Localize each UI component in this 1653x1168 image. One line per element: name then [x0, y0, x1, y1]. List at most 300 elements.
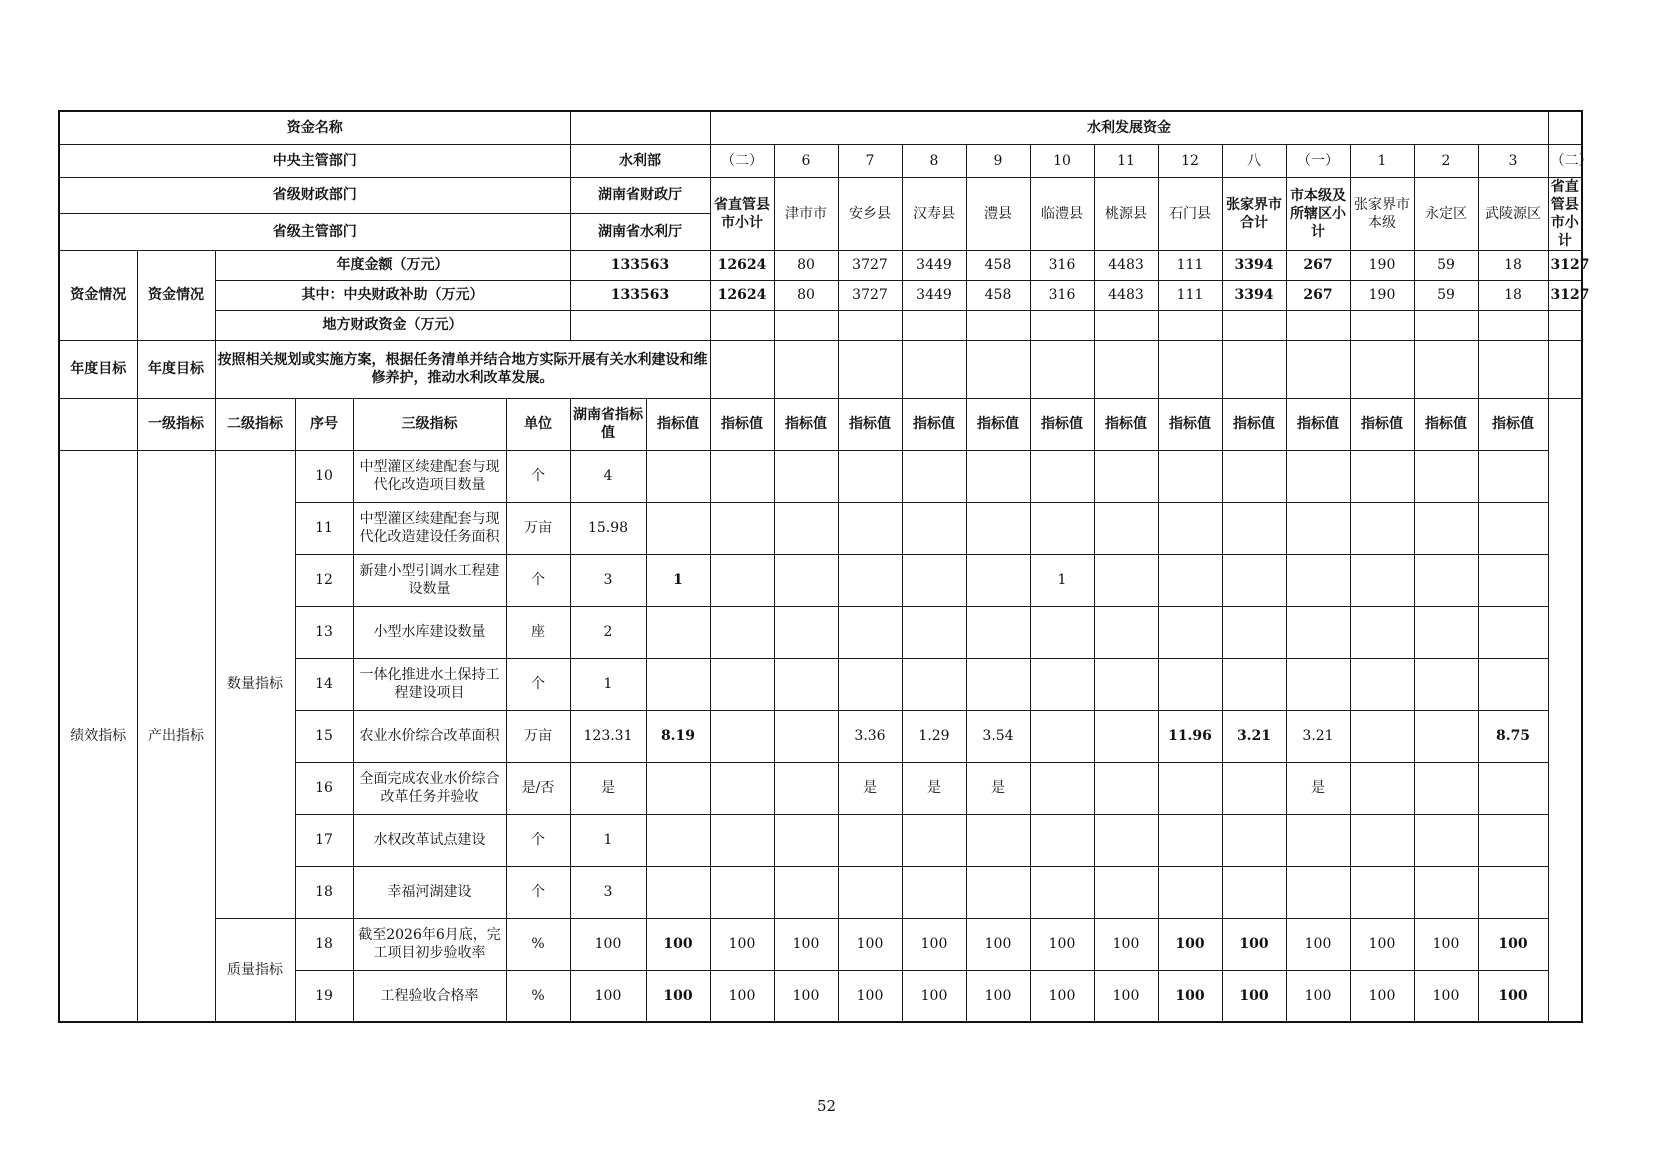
row-value-cell [838, 814, 902, 866]
row-value-cell [1222, 502, 1286, 554]
row-value-cell [646, 450, 710, 502]
row-value-cell [902, 502, 966, 554]
row-value-cell: 11.96 [1158, 710, 1222, 762]
central-subsidy-cell: 3449 [902, 280, 966, 310]
row-value-cell [710, 658, 774, 710]
row-value-cell: 100 [1478, 918, 1548, 970]
column-seq: 2 [1414, 144, 1478, 177]
row-value-cell [1030, 606, 1094, 658]
row-value-cell: 是 [902, 762, 966, 814]
prov-dept-value: 湖南省水利厅 [570, 214, 710, 251]
row-value-cell [1478, 554, 1548, 606]
row-value-cell [902, 606, 966, 658]
central-subsidy-cell: 59 [1414, 280, 1478, 310]
row-unit: 个 [506, 450, 570, 502]
row-value-cell: 100 [1030, 918, 1094, 970]
row-value-cell [902, 866, 966, 918]
row-unit: 个 [506, 554, 570, 606]
row-value-cell: 100 [1222, 970, 1286, 1022]
local-funds-cell [838, 310, 902, 340]
row-value-cell: 100 [1350, 970, 1414, 1022]
column-seq: 10 [1030, 144, 1094, 177]
row-value-cell [1158, 866, 1222, 918]
column-seq: 8 [902, 144, 966, 177]
row-value-cell: 3.36 [838, 710, 902, 762]
annual-amount-cell: 190 [1350, 250, 1414, 280]
row-value-cell [1094, 658, 1158, 710]
indicator-value-header: 指标值 [1414, 398, 1478, 450]
goal-cell [1350, 340, 1414, 398]
column-name: 临澧县 [1030, 177, 1094, 250]
row-value-cell: 100 [902, 918, 966, 970]
row-indicator-name: 农业水价综合改革面积 [353, 710, 506, 762]
row-value-cell: 100 [646, 918, 710, 970]
row-value-cell [1350, 710, 1414, 762]
column-seq: 八 [1222, 144, 1286, 177]
funds-group-label: 资金情况 [59, 250, 137, 340]
annual-amount-cell: 267 [1286, 250, 1350, 280]
row-value-cell [710, 554, 774, 606]
row-value-cell [1350, 450, 1414, 502]
central-subsidy-cell: 3394 [1222, 280, 1286, 310]
row-province-value: 1 [570, 814, 646, 866]
annual-amount-cell: 3127 [1548, 250, 1582, 280]
row-value-cell [646, 658, 710, 710]
row-seq: 18 [295, 866, 353, 918]
row-value-cell [1478, 866, 1548, 918]
central-subsidy-cell: 80 [774, 280, 838, 310]
row-value-cell: 100 [1094, 970, 1158, 1022]
row-value-cell [1414, 866, 1478, 918]
indicator-header-blank [59, 398, 137, 450]
row-value-cell [774, 554, 838, 606]
row-seq: 14 [295, 658, 353, 710]
row-indicator-name: 全面完成农业水价综合改革任务并验收 [353, 762, 506, 814]
row-province-value: 100 [570, 970, 646, 1022]
annual-amount-cell: 458 [966, 250, 1030, 280]
row-province-value: 3 [570, 866, 646, 918]
row-value-cell [1414, 762, 1478, 814]
goal-label: 年度目标 [59, 340, 137, 398]
row-value-cell [1286, 554, 1350, 606]
row-indicator-name: 小型水库建设数量 [353, 606, 506, 658]
indicator-value-header: 指标值 [1094, 398, 1158, 450]
row-value-cell [1158, 762, 1222, 814]
row-value-cell [710, 450, 774, 502]
local-funds-cell [1548, 310, 1582, 340]
central-subsidy-cell: 18 [1478, 280, 1548, 310]
central-subsidy-cell: 111 [1158, 280, 1222, 310]
row-value-cell: 100 [902, 970, 966, 1022]
goal-cell [774, 340, 838, 398]
output-indicator-label: 产出指标 [137, 450, 215, 1022]
row-value-cell [710, 814, 774, 866]
row-unit: 个 [506, 658, 570, 710]
annual-amount-cell: 12624 [710, 250, 774, 280]
row-value-cell: 8.19 [646, 710, 710, 762]
level3-header: 三级指标 [353, 398, 506, 450]
goal-cell [1094, 340, 1158, 398]
row-province-value: 15.98 [570, 502, 646, 554]
row-value-cell [1478, 502, 1548, 554]
row-unit: 万亩 [506, 502, 570, 554]
row-value-cell: 100 [1286, 970, 1350, 1022]
row-value-cell [646, 606, 710, 658]
row-value-cell [1030, 866, 1094, 918]
row-value-cell [1094, 450, 1158, 502]
central-subsidy-cell: 12624 [710, 280, 774, 310]
indicator-value-header: 指标值 [646, 398, 710, 450]
column-name: 澧县 [966, 177, 1030, 250]
row-value-cell [1350, 762, 1414, 814]
table-body [59, 111, 1593, 1022]
local-funds-cell [1350, 310, 1414, 340]
row-value-cell [1414, 450, 1478, 502]
column-name: 汉寿县 [902, 177, 966, 250]
indicator-row [59, 918, 1582, 970]
row-value-cell [1094, 710, 1158, 762]
fund-title: 水利发展资金 [710, 111, 1548, 144]
row-value-cell [1030, 762, 1094, 814]
unit-header: 单位 [506, 398, 570, 450]
column-name: 永定区 [1414, 177, 1478, 250]
quantity-indicator-label: 数量指标 [215, 450, 295, 918]
fund-name-label: 资金名称 [59, 111, 570, 144]
row-unit: % [506, 970, 570, 1022]
central-subsidy-label: 其中：中央财政补助（万元） [215, 280, 570, 310]
row-value-cell: 100 [1222, 918, 1286, 970]
column-name: 桃源县 [1094, 177, 1158, 250]
row-value-cell [1030, 658, 1094, 710]
row-value-cell: 1 [1030, 554, 1094, 606]
column-seq: 6 [774, 144, 838, 177]
annual-amount-total: 133563 [570, 250, 710, 280]
local-funds-cell [1158, 310, 1222, 340]
row-province-value: 4 [570, 450, 646, 502]
row-value-cell: 是 [966, 762, 1030, 814]
local-funds-cell [966, 310, 1030, 340]
indicator-value-header: 指标值 [1350, 398, 1414, 450]
column-name: 石门县 [1158, 177, 1222, 250]
row-unit: 个 [506, 814, 570, 866]
row-value-cell [1158, 606, 1222, 658]
prov-finance-row [59, 177, 1582, 214]
row-value-cell [1030, 450, 1094, 502]
row-value-cell [1030, 502, 1094, 554]
row-value-cell [1478, 450, 1548, 502]
row-value-cell [838, 554, 902, 606]
row-value-cell [902, 658, 966, 710]
row-value-cell [710, 502, 774, 554]
row-value-cell [966, 554, 1030, 606]
row-value-cell [646, 502, 710, 554]
row-value-cell [838, 866, 902, 918]
annual-amount-cell: 18 [1478, 250, 1548, 280]
central-subsidy-row [59, 280, 1582, 310]
row-value-cell [966, 814, 1030, 866]
row-value-cell [1286, 658, 1350, 710]
row-indicator-name: 中型灌区续建配套与现代化改造项目数量 [353, 450, 506, 502]
row-value-cell [1094, 502, 1158, 554]
row-unit: 是/否 [506, 762, 570, 814]
row-value-cell [1222, 866, 1286, 918]
annual-amount-cell: 3727 [838, 250, 902, 280]
row-value-cell [646, 762, 710, 814]
row-value-cell [838, 502, 902, 554]
central-dept-value: 水利部 [570, 144, 710, 177]
row-value-cell [1414, 814, 1478, 866]
annual-amount-cell: 316 [1030, 250, 1094, 280]
quality-indicator-label: 质量指标 [215, 918, 295, 1022]
row-value-cell [710, 762, 774, 814]
row-seq: 18 [295, 918, 353, 970]
column-seq: （二） [1548, 144, 1582, 177]
row-value-cell [774, 866, 838, 918]
row-value-cell [1030, 710, 1094, 762]
column-name: 张家界市合计 [1222, 177, 1286, 250]
local-funds-cell [710, 310, 774, 340]
central-subsidy-total: 133563 [570, 280, 710, 310]
row-value-cell [1350, 606, 1414, 658]
central-subsidy-cell: 316 [1030, 280, 1094, 310]
row-value-cell: 100 [774, 918, 838, 970]
indicator-row [59, 450, 1582, 502]
row-value-cell: 是 [1286, 762, 1350, 814]
local-funds-cell [1414, 310, 1478, 340]
central-subsidy-cell: 3127 [1548, 280, 1582, 310]
indicator-value-header: 指标值 [838, 398, 902, 450]
row-value-cell [1478, 658, 1548, 710]
column-seq: （二） [710, 144, 774, 177]
local-funds-cell [1222, 310, 1286, 340]
annual-amount-cell: 80 [774, 250, 838, 280]
goal-cell [1478, 340, 1548, 398]
row-value-cell [1094, 814, 1158, 866]
row-value-cell [1222, 554, 1286, 606]
row-value-cell: 100 [838, 918, 902, 970]
column-name: 省直管县市小计 [710, 177, 774, 250]
row-value-cell: 100 [966, 970, 1030, 1022]
indicator-value-header: 指标值 [966, 398, 1030, 450]
row-value-cell [838, 606, 902, 658]
row-seq: 12 [295, 554, 353, 606]
local-funds-cell [774, 310, 838, 340]
row-value-cell [902, 554, 966, 606]
column-seq: 9 [966, 144, 1030, 177]
row-province-value: 123.31 [570, 710, 646, 762]
row-seq: 17 [295, 814, 353, 866]
row-value-cell: 3.21 [1222, 710, 1286, 762]
row-value-cell [1414, 710, 1478, 762]
row-value-cell [1222, 658, 1286, 710]
local-funds-cell [1286, 310, 1350, 340]
row-indicator-name: 水权改革试点建设 [353, 814, 506, 866]
row-province-value: 3 [570, 554, 646, 606]
row-value-cell [1350, 866, 1414, 918]
row-value-cell [902, 814, 966, 866]
row-value-cell: 100 [838, 970, 902, 1022]
row-value-cell: 100 [1286, 918, 1350, 970]
row-value-cell: 100 [1414, 918, 1478, 970]
column-seq: 12 [1158, 144, 1222, 177]
local-funds-cell [1030, 310, 1094, 340]
row-value-cell: 1 [646, 554, 710, 606]
row-value-cell [1222, 450, 1286, 502]
row-value-cell [1350, 658, 1414, 710]
goal-text: 按照相关规划或实施方案，根据任务清单并结合地方实际开展有关水利建设和维修养护，推动水利改革发展。 [215, 340, 710, 398]
row-indicator-name: 截至2026年6月底，完工项目初步验收率 [353, 918, 506, 970]
row-indicator-name: 幸福河湖建设 [353, 866, 506, 918]
central-dept-label: 中央主管部门 [59, 144, 570, 177]
prov-finance-label: 省级财政部门 [59, 177, 570, 214]
central-subsidy-cell: 3727 [838, 280, 902, 310]
row-value-cell [646, 866, 710, 918]
row-value-cell [838, 658, 902, 710]
column-name: 津市市 [774, 177, 838, 250]
row-seq: 19 [295, 970, 353, 1022]
row-value-cell [966, 866, 1030, 918]
local-funds-total [570, 310, 710, 340]
local-funds-row [59, 310, 1582, 340]
row-value-cell: 100 [1094, 918, 1158, 970]
row-value-cell: 是 [838, 762, 902, 814]
row-value-cell [1158, 658, 1222, 710]
row-value-cell: 8.75 [1478, 710, 1548, 762]
row-value-cell [1222, 606, 1286, 658]
indicator-value-header: 指标值 [1222, 398, 1286, 450]
row-value-cell: 100 [1158, 970, 1222, 1022]
annual-amount-label: 年度金额（万元） [215, 250, 570, 280]
indicator-value-header: 指标值 [902, 398, 966, 450]
row-value-cell [838, 450, 902, 502]
row-value-cell: 100 [1478, 970, 1548, 1022]
row-value-cell [710, 866, 774, 918]
row-value-cell [774, 606, 838, 658]
goal-cell [966, 340, 1030, 398]
goal-cell [902, 340, 966, 398]
row-indicator-name: 新建小型引调水工程建设数量 [353, 554, 506, 606]
seq-header: 序号 [295, 398, 353, 450]
annual-amount-row [59, 250, 1582, 280]
annual-amount-cell: 3394 [1222, 250, 1286, 280]
row-value-cell [1350, 814, 1414, 866]
perf-indicator-label: 绩效指标 [59, 450, 137, 1022]
row-value-cell [774, 762, 838, 814]
row-value-cell [710, 710, 774, 762]
column-seq: （一） [1286, 144, 1350, 177]
row-seq: 16 [295, 762, 353, 814]
goal-cell [710, 340, 774, 398]
indicator-value-header: 指标值 [1478, 398, 1548, 450]
prov-dept-label: 省级主管部门 [59, 214, 570, 251]
row-value-cell [710, 606, 774, 658]
central-subsidy-cell: 190 [1350, 280, 1414, 310]
indicator-value-header: 指标值 [1158, 398, 1222, 450]
row-seq: 13 [295, 606, 353, 658]
row-value-cell [1030, 814, 1094, 866]
column-seq: 1 [1350, 144, 1414, 177]
indicator-value-header: 指标值 [1286, 398, 1350, 450]
indicator-value-header: 指标值 [710, 398, 774, 450]
goal-sublabel: 年度目标 [137, 340, 215, 398]
row-value-cell [1222, 814, 1286, 866]
local-funds-cell [1094, 310, 1158, 340]
goal-cell [1286, 340, 1350, 398]
page-number: 52 [816, 1097, 837, 1115]
row-value-cell [1286, 606, 1350, 658]
local-funds-cell [902, 310, 966, 340]
row-value-cell [646, 814, 710, 866]
row-value-cell [1286, 814, 1350, 866]
local-funds-label: 地方财政资金（万元） [215, 310, 570, 340]
row-value-cell [1478, 606, 1548, 658]
annual-amount-cell: 4483 [1094, 250, 1158, 280]
central-subsidy-cell: 458 [966, 280, 1030, 310]
row-indicator-name: 一体化推进水土保持工程建设项目 [353, 658, 506, 710]
row-value-cell [1286, 450, 1350, 502]
column-name: 省直管县市小计 [1548, 177, 1582, 250]
annual-amount-cell: 111 [1158, 250, 1222, 280]
province-value-header: 湖南省指标值 [570, 398, 646, 450]
row-value-cell: 100 [1414, 970, 1478, 1022]
row-value-cell [1158, 450, 1222, 502]
goal-cell [838, 340, 902, 398]
funds-subgroup-label: 资金情况 [137, 250, 215, 340]
central-subsidy-cell: 4483 [1094, 280, 1158, 310]
row-value-cell: 100 [646, 970, 710, 1022]
row-value-cell: 3.54 [966, 710, 1030, 762]
row-value-cell [1414, 554, 1478, 606]
central-dept-row [59, 144, 1582, 177]
row-value-cell [1414, 502, 1478, 554]
row-value-cell [774, 502, 838, 554]
annual-goal-row [59, 340, 1582, 398]
annual-amount-cell: 59 [1414, 250, 1478, 280]
indicator-value-header: 指标值 [774, 398, 838, 450]
goal-cell [1548, 340, 1582, 398]
row-value-cell [774, 814, 838, 866]
goal-cell [1158, 340, 1222, 398]
row-seq: 11 [295, 502, 353, 554]
row-seq: 15 [295, 710, 353, 762]
row-value-cell [1158, 554, 1222, 606]
row-value-cell: 3.21 [1286, 710, 1350, 762]
row-value-cell [966, 606, 1030, 658]
local-funds-cell [1478, 310, 1548, 340]
row-value-cell: 100 [1350, 918, 1414, 970]
level2-header: 二级指标 [215, 398, 295, 450]
annual-amount-cell: 3449 [902, 250, 966, 280]
row-value-cell [1158, 502, 1222, 554]
row-value-cell [1094, 554, 1158, 606]
column-seq: 3 [1478, 144, 1548, 177]
row-value-cell [774, 450, 838, 502]
row-value-cell [966, 658, 1030, 710]
row-unit: 个 [506, 866, 570, 918]
row-province-value: 100 [570, 918, 646, 970]
row-province-value: 2 [570, 606, 646, 658]
goal-cell [1030, 340, 1094, 398]
fund-name-value [570, 111, 710, 144]
row-province-value: 1 [570, 658, 646, 710]
row-value-cell [774, 710, 838, 762]
row-value-cell: 100 [966, 918, 1030, 970]
goal-cell [1414, 340, 1478, 398]
row-value-cell: 100 [1030, 970, 1094, 1022]
row-indicator-name: 中型灌区续建配套与现代化改造建设任务面积 [353, 502, 506, 554]
row-value-cell [1350, 502, 1414, 554]
row-value-cell [774, 658, 838, 710]
